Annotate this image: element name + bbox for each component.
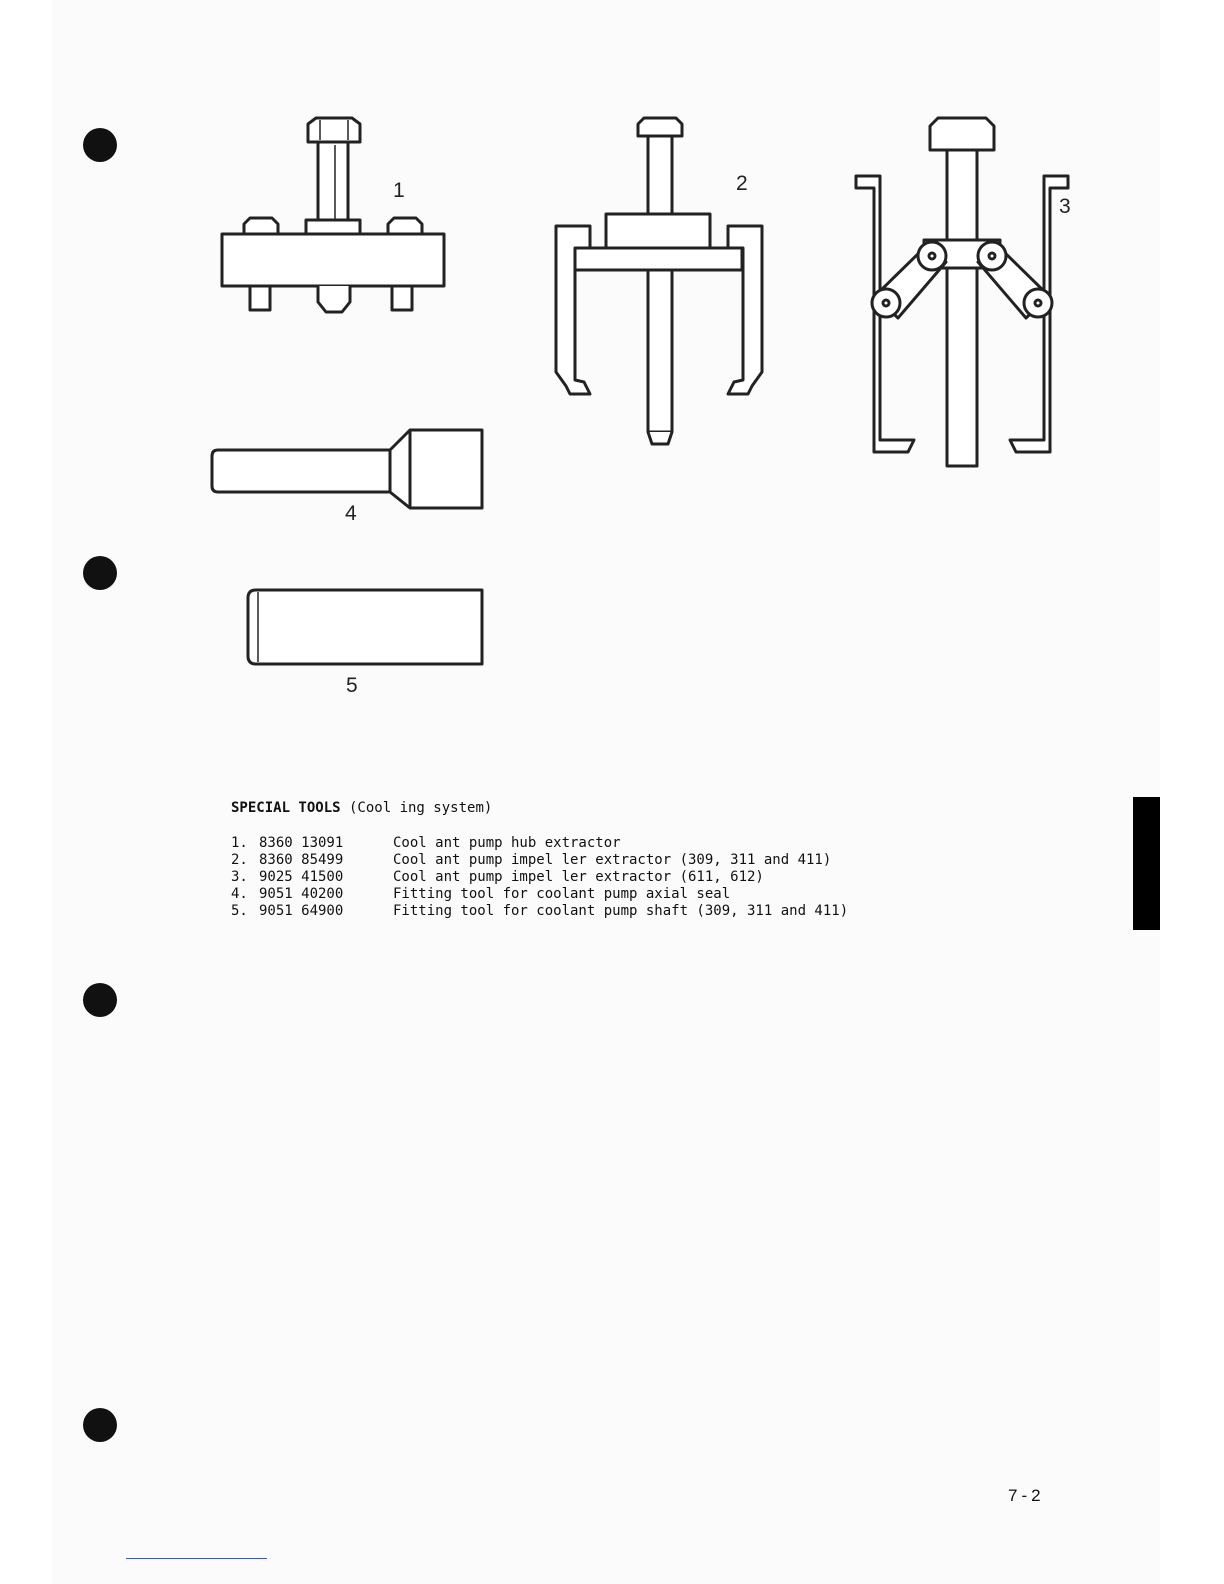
tool-part-number: 8360 13091 bbox=[259, 835, 344, 851]
figure-label-2: 2 bbox=[736, 172, 748, 195]
tool-description: Fitting tool for coolant pump axial seal bbox=[393, 886, 731, 902]
tool-3-impeller-extractor bbox=[856, 118, 1068, 466]
punch-hole-4 bbox=[83, 1408, 117, 1442]
tool-description: Cool ant pump hub extractor bbox=[393, 835, 621, 851]
tool-part-number: 9051 64900 bbox=[259, 903, 344, 919]
tool-2-impeller-extractor bbox=[556, 118, 762, 444]
heading-bold: SPECIAL TOOLS bbox=[231, 800, 341, 816]
heading-rest: (Cool ing system) bbox=[340, 800, 493, 816]
tool-part-number: 8360 85499 bbox=[259, 852, 344, 868]
tool-5-pump-shaft-fitting-tool bbox=[248, 590, 482, 664]
tool-number: 1. bbox=[231, 835, 248, 851]
tool-description: Fitting tool for coolant pump shaft (309, 311 and 411) bbox=[393, 903, 849, 919]
tool-row bbox=[231, 852, 848, 869]
tool-description: Cool ant pump impel ler extractor (611, 612) bbox=[393, 869, 764, 885]
page-number: 7-2 bbox=[1008, 1486, 1045, 1505]
special-tools-list bbox=[231, 800, 848, 920]
tool-4-axial-seal-fitting-tool bbox=[212, 430, 482, 508]
tool-description: Cool ant pump impel ler extractor (309, 311 and 411) bbox=[393, 852, 832, 868]
tool-number: 4. bbox=[231, 886, 248, 902]
bottom-rule bbox=[126, 1558, 267, 1559]
tool-1-hub-extractor bbox=[222, 118, 444, 312]
tool-number: 5. bbox=[231, 903, 248, 919]
figure-label-5: 5 bbox=[346, 674, 358, 697]
tools-illustration bbox=[0, 0, 1224, 760]
punch-hole-3 bbox=[83, 983, 117, 1017]
tool-row bbox=[231, 886, 848, 903]
tool-row bbox=[231, 835, 848, 852]
tool-number: 3. bbox=[231, 869, 248, 885]
figure-label-4: 4 bbox=[345, 502, 357, 525]
tool-part-number: 9025 41500 bbox=[259, 869, 344, 885]
tool-row bbox=[231, 869, 848, 886]
tool-row bbox=[231, 903, 848, 920]
special-tools-heading bbox=[231, 800, 848, 817]
figure-label-1: 1 bbox=[393, 179, 405, 202]
section-tab-marker bbox=[1133, 797, 1160, 930]
tool-part-number: 9051 40200 bbox=[259, 886, 344, 902]
figure-label-3: 3 bbox=[1059, 195, 1071, 218]
tool-number: 2. bbox=[231, 852, 248, 868]
